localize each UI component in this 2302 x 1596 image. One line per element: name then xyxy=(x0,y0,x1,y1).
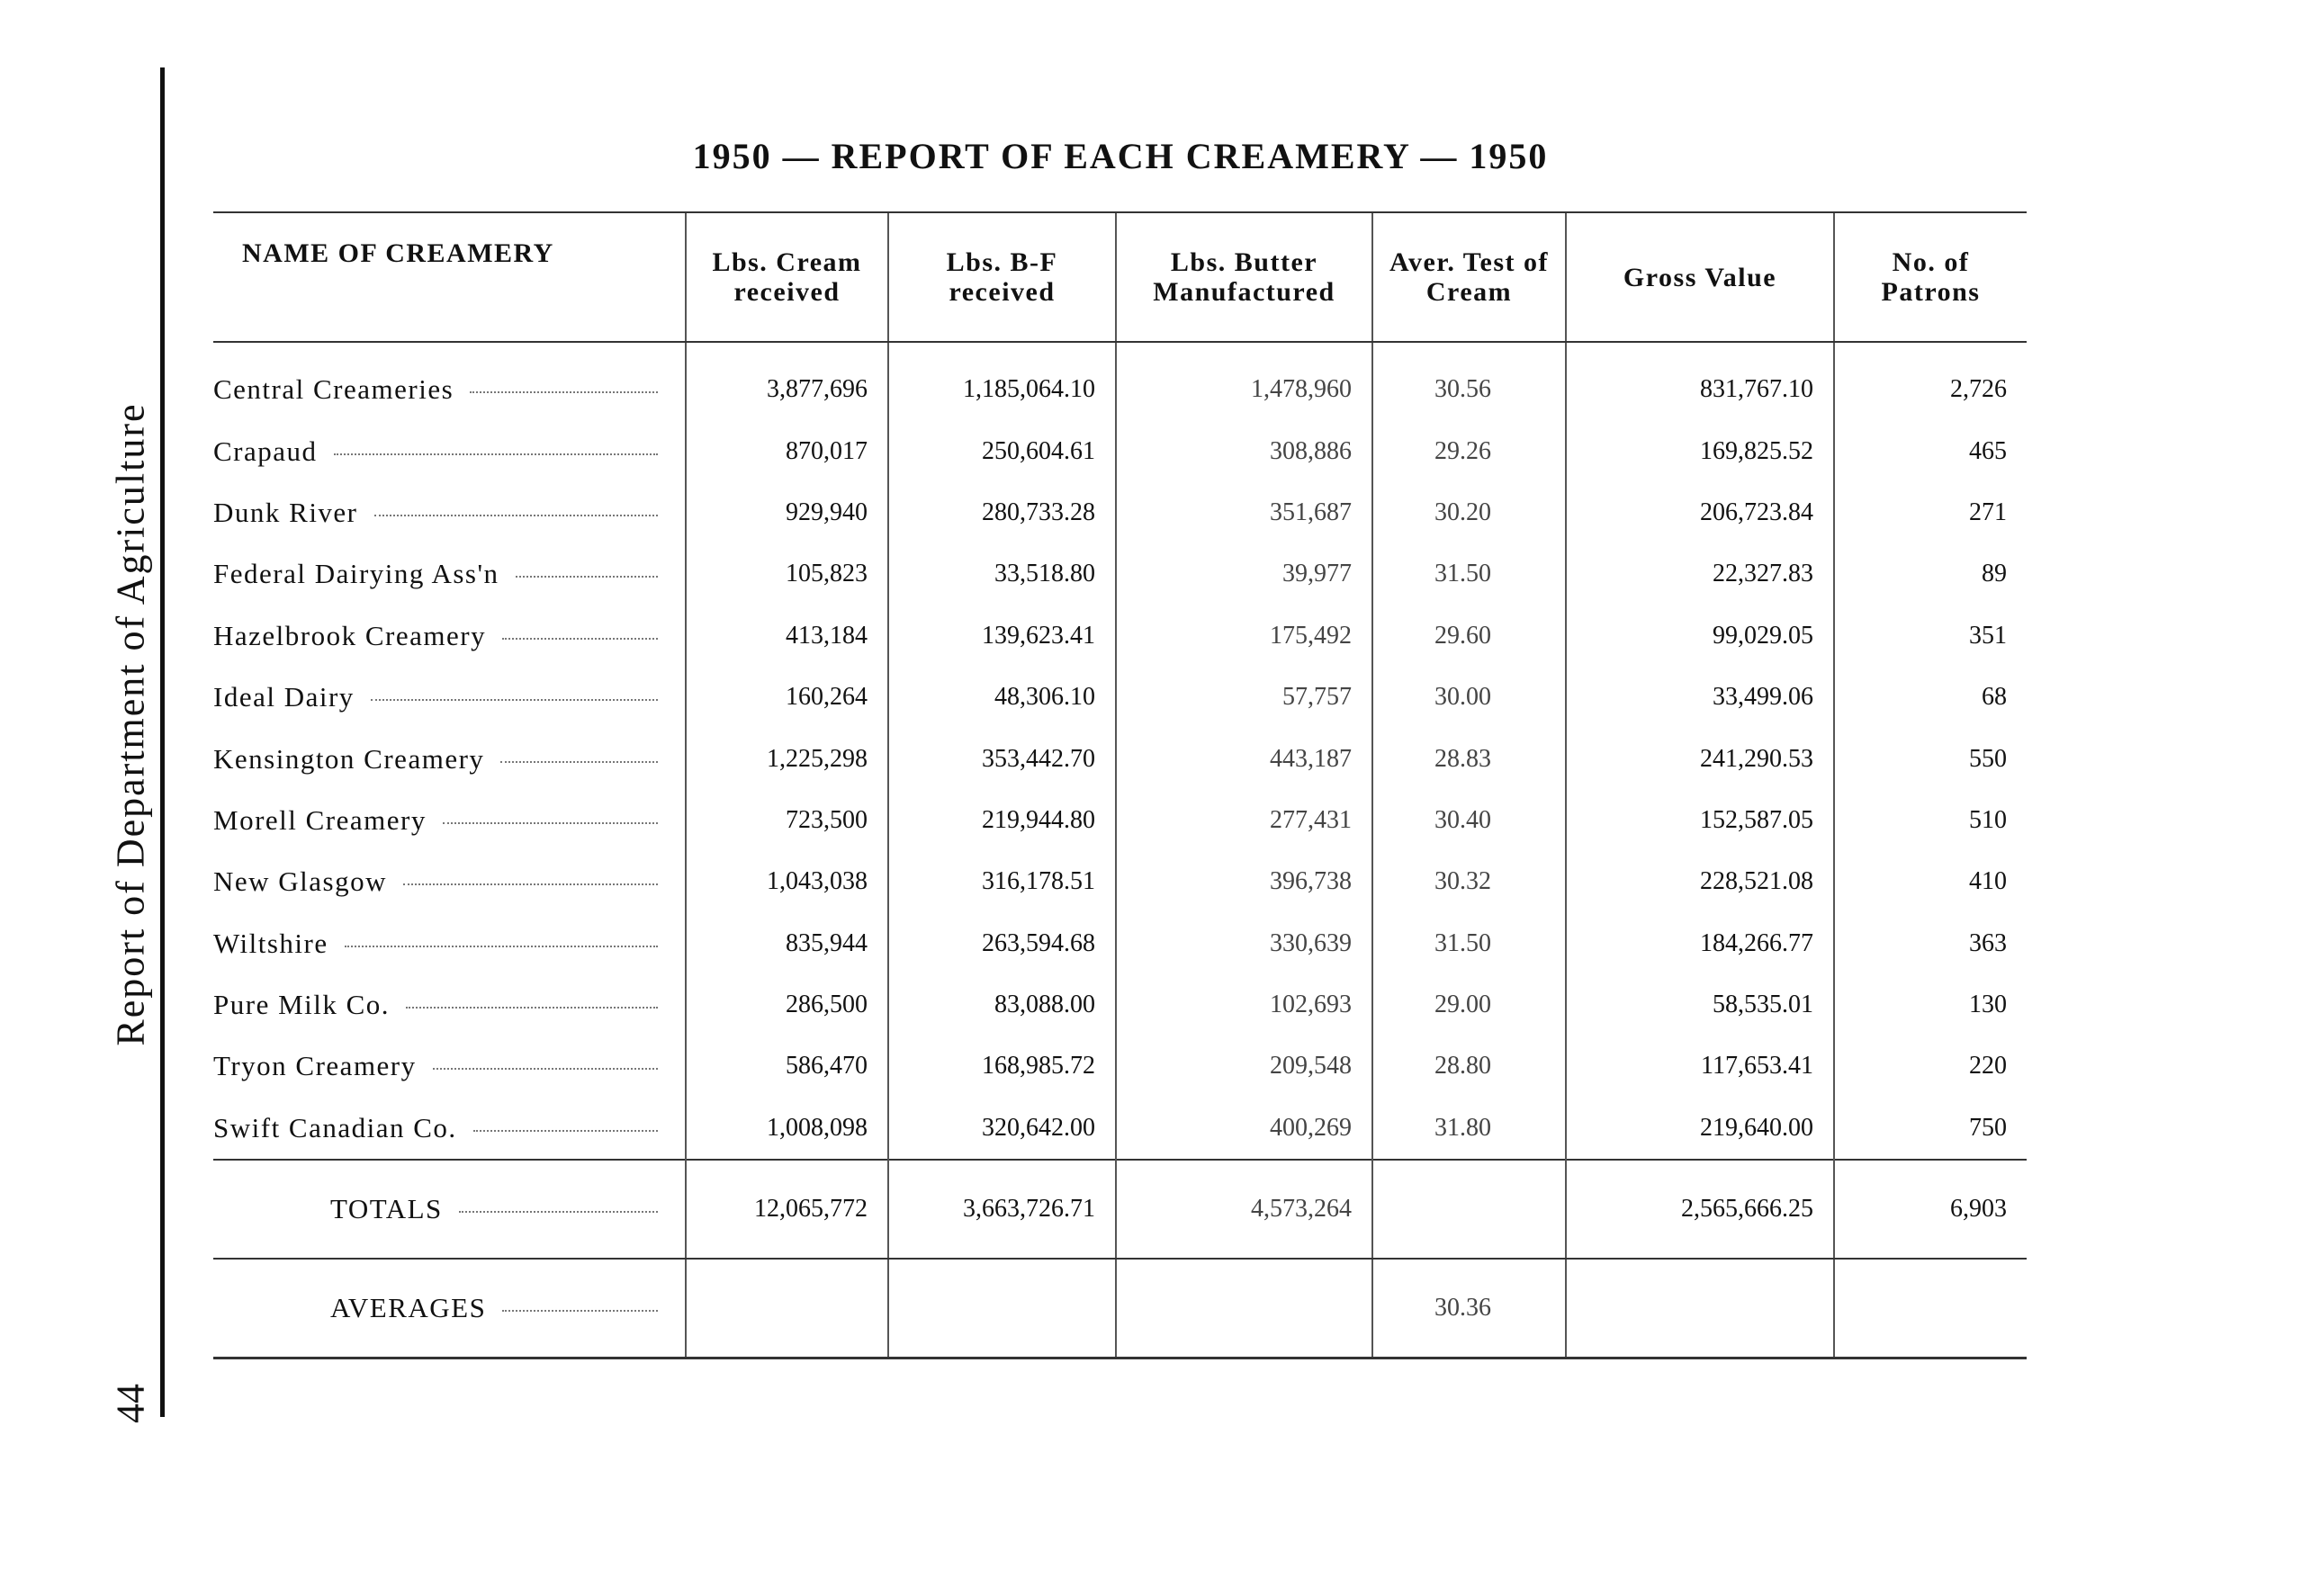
creamery-name-cell xyxy=(213,1098,686,1160)
averages-row xyxy=(213,1259,2027,1358)
header-lbs-bf: Lbs. B-F received xyxy=(888,212,1116,342)
lbs-bf-cell: 353,442.70 xyxy=(888,728,1116,789)
creamery-name: Kensington Creamery xyxy=(213,743,493,776)
lbs-butter-cell: 1,478,960 xyxy=(1116,342,1372,420)
creamery-name-cell xyxy=(213,1160,686,1259)
gross-value-cell: 241,290.53 xyxy=(1566,728,1834,789)
creamery-name-cell xyxy=(213,543,686,605)
lbs-bf-cell: 219,944.80 xyxy=(888,790,1116,851)
patrons-cell: 130 xyxy=(1834,974,2027,1036)
lbs-butter-cell: 443,187 xyxy=(1116,728,1372,789)
patrons-cell: 351 xyxy=(1834,605,2027,667)
patrons-cell: 465 xyxy=(1834,420,2027,481)
creamery-name-cell xyxy=(213,667,686,728)
aver-test-cell xyxy=(1372,1160,1566,1259)
patrons-cell: 363 xyxy=(1834,913,2027,974)
gross-value-cell: 117,653.41 xyxy=(1566,1036,1834,1097)
creamery-name-cell xyxy=(213,342,686,420)
dot-leader xyxy=(374,515,658,516)
patrons-cell: 220 xyxy=(1834,1036,2027,1097)
lbs-cream-cell: 3,877,696 xyxy=(686,342,888,420)
table-row xyxy=(213,728,2027,789)
aver-test-cell: 31.50 xyxy=(1372,913,1566,974)
totals-row xyxy=(213,1160,2027,1259)
aver-test-cell: 28.83 xyxy=(1372,728,1566,789)
gross-value-cell xyxy=(1566,1259,1834,1358)
table-row xyxy=(213,667,2027,728)
creamery-name: Dunk River xyxy=(213,497,367,529)
table-row xyxy=(213,851,2027,912)
aver-test-cell: 30.40 xyxy=(1372,790,1566,851)
table-row xyxy=(213,974,2027,1036)
header-no-of-patrons: No. of Patrons xyxy=(1834,212,2027,342)
creamery-name-cell xyxy=(213,974,686,1036)
patrons-cell: 2,726 xyxy=(1834,342,2027,420)
lbs-butter-cell xyxy=(1116,1259,1372,1358)
lbs-cream-cell: 160,264 xyxy=(686,667,888,728)
lbs-butter-cell: 330,639 xyxy=(1116,913,1372,974)
header-gross-value: Gross Value xyxy=(1566,212,1834,342)
lbs-butter-cell: 396,738 xyxy=(1116,851,1372,912)
creamery-name-cell xyxy=(213,482,686,543)
lbs-butter-cell: 175,492 xyxy=(1116,605,1372,667)
dot-leader xyxy=(500,761,658,763)
creamery-name-cell xyxy=(213,728,686,789)
gross-value-cell: 152,587.05 xyxy=(1566,790,1834,851)
creamery-name-cell xyxy=(213,1036,686,1097)
lbs-bf-cell: 250,604.61 xyxy=(888,420,1116,481)
lbs-bf-cell: 83,088.00 xyxy=(888,974,1116,1036)
creamery-name: Crapaud xyxy=(213,435,327,468)
lbs-bf-cell: 139,623.41 xyxy=(888,605,1116,667)
creamery-name: AVERAGES xyxy=(330,1292,495,1324)
table-row xyxy=(213,790,2027,851)
lbs-cream-cell: 413,184 xyxy=(686,605,888,667)
table-row xyxy=(213,913,2027,974)
margin-rule xyxy=(160,67,165,1417)
dot-leader xyxy=(403,883,658,885)
lbs-butter-cell: 4,573,264 xyxy=(1116,1160,1372,1259)
creamery-name: TOTALS xyxy=(330,1193,452,1225)
lbs-butter-cell: 57,757 xyxy=(1116,667,1372,728)
lbs-cream-cell: 870,017 xyxy=(686,420,888,481)
creamery-name: Ideal Dairy xyxy=(213,681,364,713)
lbs-bf-cell: 263,594.68 xyxy=(888,913,1116,974)
lbs-butter-cell: 308,886 xyxy=(1116,420,1372,481)
patrons-cell: 550 xyxy=(1834,728,2027,789)
table-row xyxy=(213,420,2027,481)
creamery-name: Pure Milk Co. xyxy=(213,989,399,1021)
creamery-name-cell xyxy=(213,420,686,481)
table-row xyxy=(213,1098,2027,1160)
aver-test-cell: 29.00 xyxy=(1372,974,1566,1036)
creamery-name: Morell Creamery xyxy=(213,804,436,837)
creamery-name-cell xyxy=(213,851,686,912)
lbs-cream-cell: 12,065,772 xyxy=(686,1160,888,1259)
patrons-cell: 750 xyxy=(1834,1098,2027,1160)
lbs-bf-cell: 33,518.80 xyxy=(888,543,1116,605)
header-name-of-creamery: NAME OF CREAMERY xyxy=(213,212,686,342)
gross-value-cell: 219,640.00 xyxy=(1566,1098,1834,1160)
lbs-bf-cell: 3,663,726.71 xyxy=(888,1160,1116,1259)
creamery-name: Central Creameries xyxy=(213,373,463,406)
creamery-name-cell xyxy=(213,790,686,851)
dot-leader xyxy=(334,453,658,455)
patrons-cell xyxy=(1834,1259,2027,1358)
gross-value-cell: 22,327.83 xyxy=(1566,543,1834,605)
lbs-butter-cell: 400,269 xyxy=(1116,1098,1372,1160)
creamery-name-cell xyxy=(213,605,686,667)
table-row xyxy=(213,543,2027,605)
lbs-butter-cell: 102,693 xyxy=(1116,974,1372,1036)
lbs-bf-cell xyxy=(888,1259,1116,1358)
patrons-cell: 6,903 xyxy=(1834,1160,2027,1259)
dot-leader xyxy=(459,1211,658,1213)
lbs-cream-cell: 586,470 xyxy=(686,1036,888,1097)
patrons-cell: 410 xyxy=(1834,851,2027,912)
dot-leader xyxy=(345,946,658,947)
aver-test-cell: 30.56 xyxy=(1372,342,1566,420)
gross-value-cell: 831,767.10 xyxy=(1566,342,1834,420)
aver-test-cell: 31.80 xyxy=(1372,1098,1566,1160)
creamery-name: New Glasgow xyxy=(213,865,396,898)
creamery-name: Tryon Creamery xyxy=(213,1050,426,1082)
gross-value-cell: 169,825.52 xyxy=(1566,420,1834,481)
table-header xyxy=(213,212,2027,342)
table-row xyxy=(213,605,2027,667)
aver-test-cell: 29.60 xyxy=(1372,605,1566,667)
creamery-name: Wiltshire xyxy=(213,928,337,960)
aver-test-cell: 30.00 xyxy=(1372,667,1566,728)
header-row xyxy=(213,212,2027,342)
running-head: Report of Department of Agriculture xyxy=(108,402,153,1046)
header-aver-test: Aver. Test of Cream xyxy=(1372,212,1566,342)
lbs-butter-cell: 277,431 xyxy=(1116,790,1372,851)
page-number: 44 xyxy=(108,1384,153,1423)
lbs-bf-cell: 48,306.10 xyxy=(888,667,1116,728)
gross-value-cell: 99,029.05 xyxy=(1566,605,1834,667)
patrons-cell: 510 xyxy=(1834,790,2027,851)
lbs-bf-cell: 280,733.28 xyxy=(888,482,1116,543)
lbs-bf-cell: 316,178.51 xyxy=(888,851,1116,912)
lbs-cream-cell: 1,225,298 xyxy=(686,728,888,789)
creamery-name: Swift Canadian Co. xyxy=(213,1112,466,1144)
table-row xyxy=(213,342,2027,420)
lbs-cream-cell xyxy=(686,1259,888,1358)
lbs-cream-cell: 286,500 xyxy=(686,974,888,1036)
dot-leader xyxy=(473,1130,658,1132)
creamery-name: Federal Dairying Ass'n xyxy=(213,558,508,590)
gross-value-cell: 2,565,666.25 xyxy=(1566,1160,1834,1259)
lbs-butter-cell: 351,687 xyxy=(1116,482,1372,543)
lbs-cream-cell: 723,500 xyxy=(686,790,888,851)
aver-test-cell: 31.50 xyxy=(1372,543,1566,605)
header-lbs-butter: Lbs. Butter Manufactured xyxy=(1116,212,1372,342)
aver-test-cell: 30.20 xyxy=(1372,482,1566,543)
aver-test-cell: 30.36 xyxy=(1372,1259,1566,1358)
report-title: 1950 — REPORT OF EACH CREAMERY — 1950 xyxy=(692,136,1549,176)
gross-value-cell: 184,266.77 xyxy=(1566,913,1834,974)
gross-value-cell: 228,521.08 xyxy=(1566,851,1834,912)
lbs-cream-cell: 105,823 xyxy=(686,543,888,605)
dot-leader xyxy=(406,1007,658,1009)
lbs-butter-cell: 209,548 xyxy=(1116,1036,1372,1097)
dot-leader xyxy=(502,1310,658,1312)
dot-leader xyxy=(470,391,658,393)
gross-value-cell: 206,723.84 xyxy=(1566,482,1834,543)
creamery-report-table xyxy=(213,211,2027,1359)
gross-value-cell: 33,499.06 xyxy=(1566,667,1834,728)
dot-leader xyxy=(502,638,658,640)
creamery-name-cell xyxy=(213,913,686,974)
lbs-bf-cell: 1,185,064.10 xyxy=(888,342,1116,420)
table-body xyxy=(213,342,2027,1358)
patrons-cell: 68 xyxy=(1834,667,2027,728)
table-row xyxy=(213,482,2027,543)
patrons-cell: 271 xyxy=(1834,482,2027,543)
lbs-bf-cell: 168,985.72 xyxy=(888,1036,1116,1097)
aver-test-cell: 29.26 xyxy=(1372,420,1566,481)
aver-test-cell: 30.32 xyxy=(1372,851,1566,912)
dot-leader xyxy=(516,576,658,578)
lbs-cream-cell: 1,043,038 xyxy=(686,851,888,912)
creamery-name-cell xyxy=(213,1259,686,1358)
patrons-cell: 89 xyxy=(1834,543,2027,605)
header-lbs-cream: Lbs. Cream received xyxy=(686,212,888,342)
lbs-cream-cell: 1,008,098 xyxy=(686,1098,888,1160)
lbs-cream-cell: 929,940 xyxy=(686,482,888,543)
dot-leader xyxy=(371,699,658,701)
dot-leader xyxy=(443,822,658,824)
lbs-butter-cell: 39,977 xyxy=(1116,543,1372,605)
dot-leader xyxy=(433,1068,658,1070)
creamery-name: Hazelbrook Creamery xyxy=(213,620,495,652)
lbs-cream-cell: 835,944 xyxy=(686,913,888,974)
aver-test-cell: 28.80 xyxy=(1372,1036,1566,1097)
lbs-bf-cell: 320,642.00 xyxy=(888,1098,1116,1160)
gross-value-cell: 58,535.01 xyxy=(1566,974,1834,1036)
table-row xyxy=(213,1036,2027,1097)
